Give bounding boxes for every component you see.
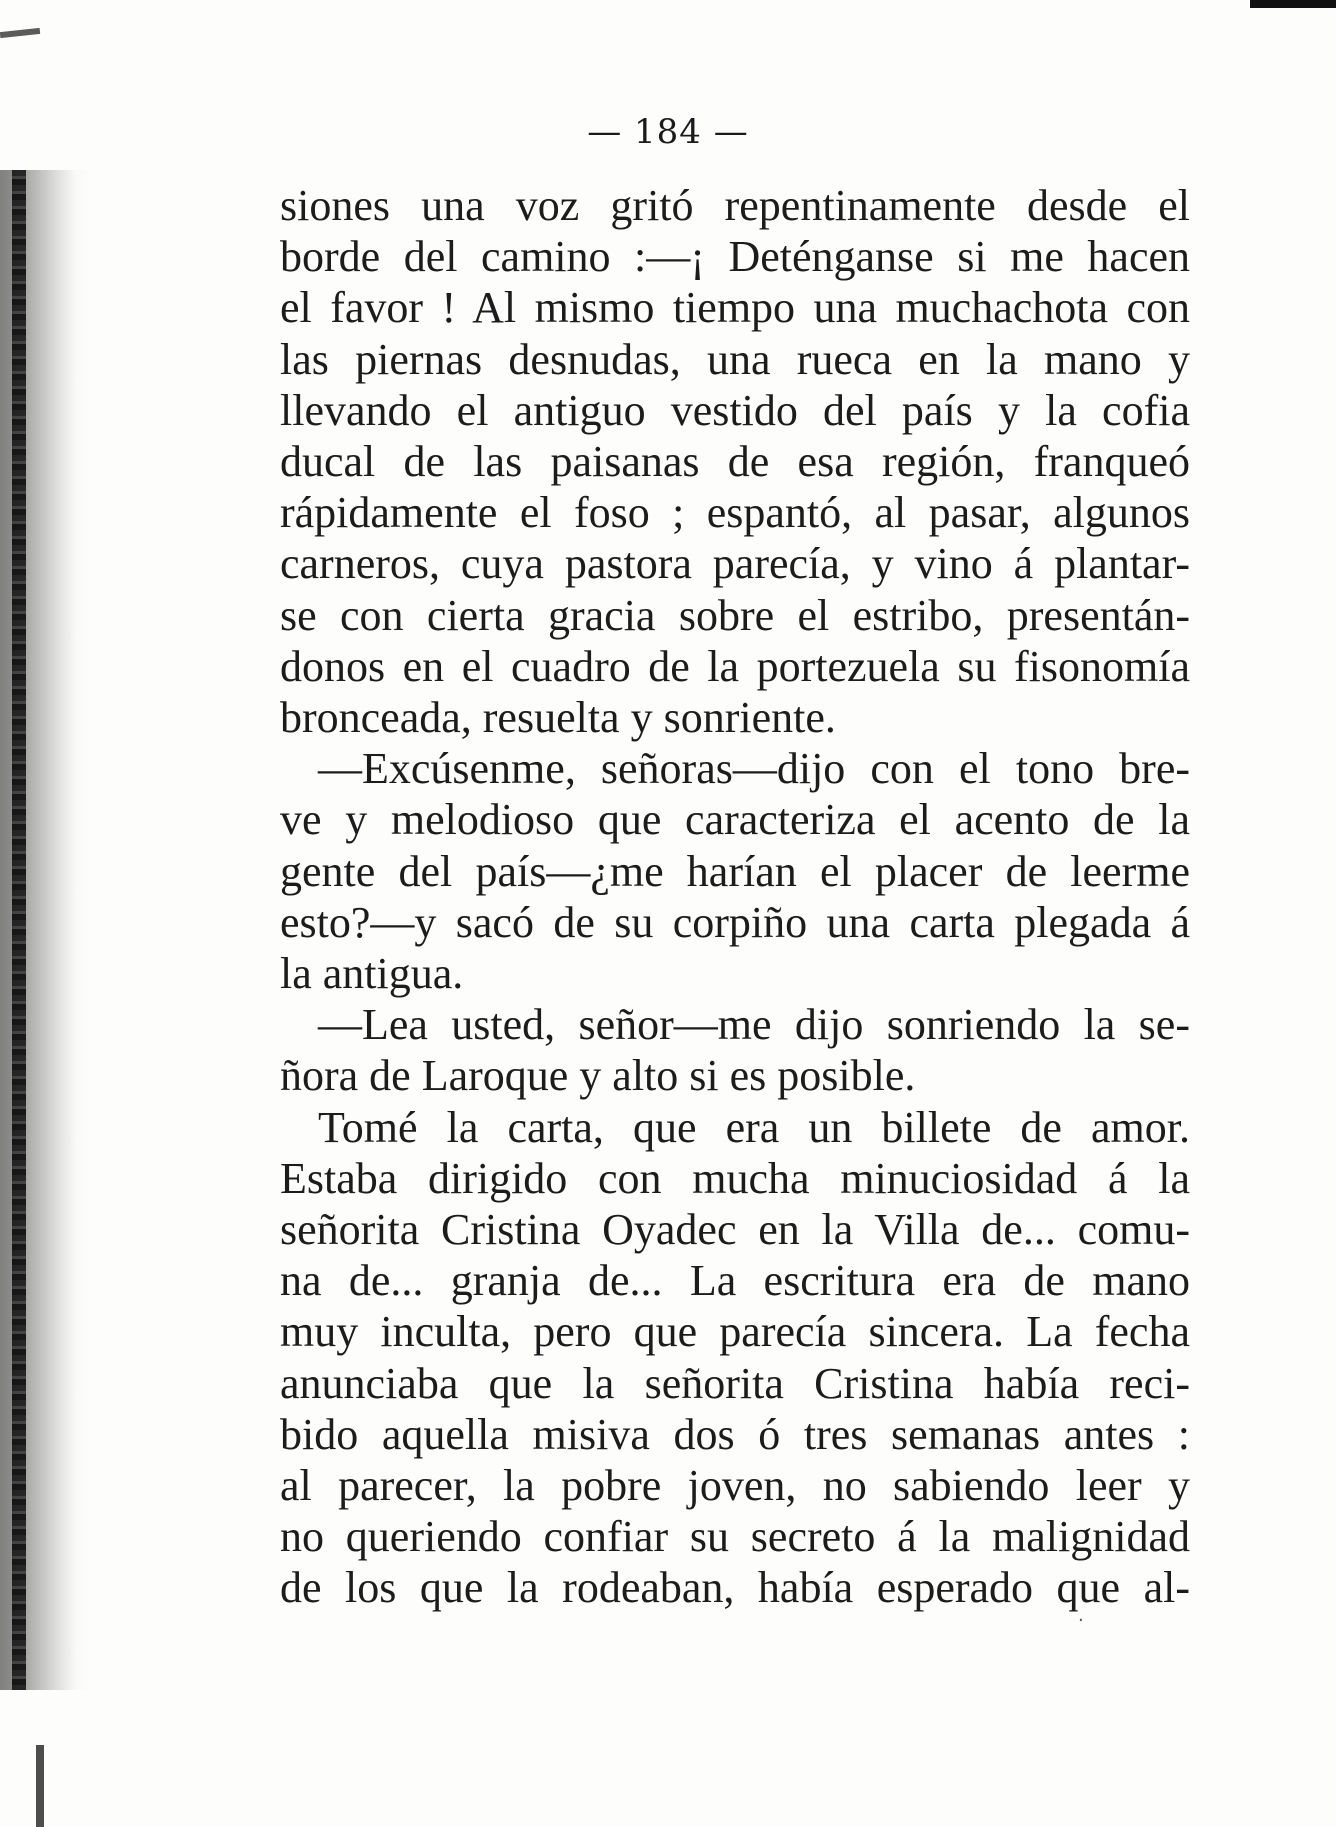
text-line: Tomé la carta, que era un billete de amor. xyxy=(318,1102,1190,1152)
text-line: gente del país—¿me harían el placer de leerme xyxy=(280,846,1190,896)
text-line: —Excúsenme, señoras—dijo con el tono bre- xyxy=(318,744,1190,794)
text-line: bido aquella misiva dos ó tres semanas antes : xyxy=(280,1409,1190,1459)
text-line: llevando el antiguo vestido del país y la cofia xyxy=(280,385,1190,435)
text-line: donos en el cuadro de la portezuela su fisonomía xyxy=(280,641,1190,691)
text-line: la antigua. xyxy=(280,949,464,999)
text-line: —Lea usted, señor—me dijo sonriendo la se- xyxy=(318,1000,1190,1050)
text-line: siones una voz gritó repentinamente desde el xyxy=(280,181,1190,230)
text-line: bronceada, resuelta y sonriente. xyxy=(280,693,836,743)
text-line: ñora de Laroque y alto si es posible. xyxy=(280,1051,916,1101)
text-line: na de... granja de... La escritura era de mano xyxy=(280,1256,1190,1306)
page-number: — 184 — xyxy=(587,112,749,152)
scan-speck: · xyxy=(1078,1610,1084,1631)
text-line: borde del camino :—¡ Deténganse si me hacen xyxy=(280,232,1190,282)
binding-edge xyxy=(36,1745,44,1827)
scan-corner-mark xyxy=(0,28,40,38)
text-line: se con cierta gracia sobre el estribo, presentán- xyxy=(280,590,1190,640)
body-text xyxy=(280,180,1190,1614)
text-line: ve y melodioso que caracteriza el acento de la xyxy=(280,795,1190,845)
text-line: rápidamente el foso ; espantó, al pasar, algunos xyxy=(280,488,1190,538)
binding-edge xyxy=(12,170,26,1690)
text-line: al parecer, la pobre joven, no sabiendo leer y xyxy=(280,1461,1190,1511)
text-line: esto?—y sacó de su corpiño una carta plegada á xyxy=(280,897,1190,947)
text-line: las piernas desnudas, una rueca en la mano y xyxy=(280,334,1190,384)
text-line: muy inculta, pero que parecía sincera. La fecha xyxy=(280,1307,1190,1357)
text-line: señorita Cristina Oyadec en la Villa de... comu- xyxy=(280,1205,1190,1255)
text-line: no queriendo confiar su secreto á la malignidad xyxy=(280,1512,1190,1562)
text-line: anunciaba que la señorita Cristina había reci- xyxy=(280,1358,1190,1408)
text-line: ducal de las paisanas de esa región, franqueó xyxy=(280,437,1190,487)
text-line: el favor ! Al mismo tiempo una muchachota con xyxy=(280,283,1190,333)
scan-corner-mark xyxy=(1250,0,1336,8)
text-line: de los que la rodeaban, había esperado que al- xyxy=(280,1563,1190,1613)
text-line: carneros, cuya pastora parecía, y vino á plantar- xyxy=(280,539,1190,589)
text-line: Estaba dirigido con mucha minuciosidad á la xyxy=(280,1153,1190,1203)
